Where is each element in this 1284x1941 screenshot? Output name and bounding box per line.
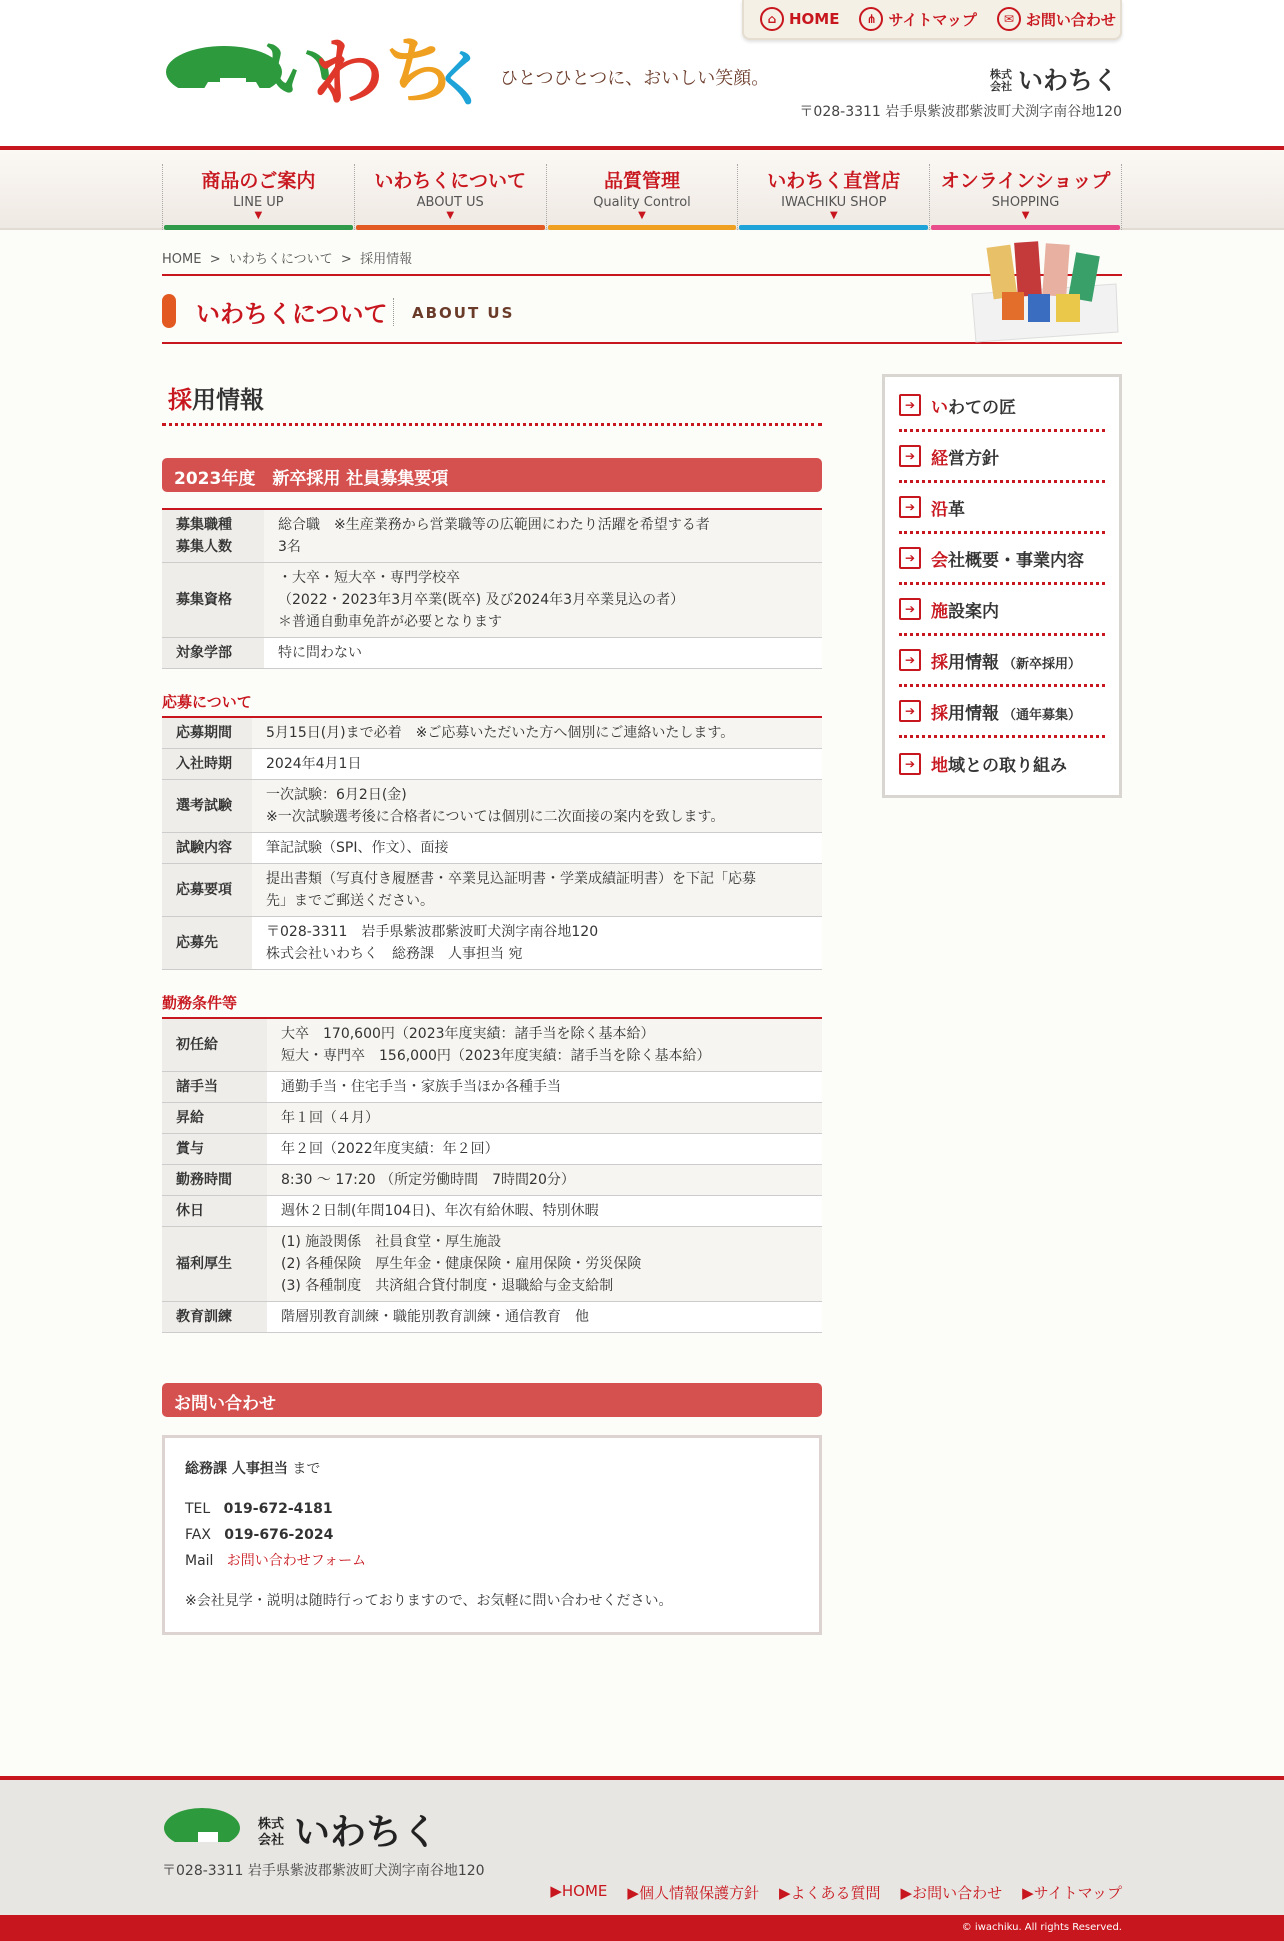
nav-lineup-sub: LINE UP — [233, 195, 284, 210]
sidebar-item-history[interactable] — [899, 483, 1105, 534]
arrow-right-icon: ➔ — [899, 598, 921, 620]
row-value: 8:30 ～ 17:20 （所定労働時間 7時間20分） — [267, 1165, 822, 1196]
nav-quality-label: 品質管理 — [603, 170, 680, 192]
row-value-line: 一次試験：6月2日(金) — [266, 787, 407, 803]
row-key: 入社時期 — [162, 749, 252, 780]
contact-note: ※会社見学・説明は随時行っておりますので、お気軽に問い合わせください。 — [185, 1593, 673, 1609]
contact-link-label: お問い合わせ — [1025, 10, 1116, 29]
site-footer — [0, 1776, 1284, 1941]
breadcrumb-separator: > — [336, 252, 356, 267]
sidebar-item-label — [931, 597, 999, 622]
row-key-line: 募集職種 — [176, 517, 232, 533]
sidebar-item-text: 設案内 — [948, 601, 999, 622]
footer-link-contact[interactable] — [901, 1882, 1003, 1903]
row-value — [267, 1019, 822, 1072]
table-row — [162, 1019, 822, 1072]
row-value-line: 総合職 ※生産業務から営業職等の広範囲にわたり活躍を希望する者 — [278, 517, 710, 533]
footer-link-label: HOME — [561, 1882, 608, 1900]
arrow-right-icon: ➔ — [899, 496, 921, 518]
table-row — [162, 718, 822, 749]
svg-text:会社: 会社 — [990, 80, 1012, 92]
sitemap-icon: ⋔ — [859, 7, 883, 31]
site-header — [0, 0, 1284, 146]
sidebar-item-label — [931, 648, 1081, 673]
arrow-right-icon: ➔ — [899, 649, 921, 671]
row-value: 通勤手当・住宅手当・家族手当ほか各種手当 — [267, 1072, 822, 1103]
row-value-line: 〒028-3311 岩手県紫波郡紫波町犬渕字南谷地120 — [266, 924, 599, 940]
tagline: ひとつひとつに、おいしい笑顔。 — [500, 68, 770, 89]
breadcrumb-about[interactable]: いわちくについて — [228, 252, 333, 267]
global-nav — [0, 146, 1284, 230]
home-icon: ⌂ — [760, 7, 784, 31]
footer-logo-graphic — [162, 1802, 462, 1852]
section-divider — [393, 298, 394, 326]
table-row — [162, 509, 822, 563]
product-box-graphic — [966, 236, 1122, 344]
footer-link-label: よくある質問 — [790, 1884, 881, 1902]
tel-number[interactable]: 019-672-4181 — [223, 1501, 333, 1517]
table-row — [162, 563, 822, 638]
svg-text:株式: 株式 — [990, 68, 1012, 81]
sidebar-item-community[interactable] — [899, 738, 1105, 789]
sidebar-item-text: 営方針 — [948, 448, 999, 469]
nav-shop[interactable] — [737, 164, 929, 230]
nav-color-bar — [931, 225, 1120, 230]
row-value: 2024年4月1日 — [252, 749, 822, 780]
apply-table — [162, 718, 822, 970]
row-key: 教育訓練 — [162, 1302, 267, 1333]
sidebar-item-accent: 沿 — [931, 499, 948, 520]
row-key: 対象学部 — [162, 638, 264, 669]
sidebar-item-label — [931, 751, 1067, 776]
nav-online[interactable] — [929, 164, 1122, 230]
row-value — [252, 780, 822, 833]
row-key: 初任給 — [162, 1019, 267, 1072]
row-value-line: 大卒 170,600円（2023年度実績：諸手当を除く基本給） — [281, 1026, 655, 1042]
nav-quality[interactable] — [546, 164, 738, 230]
breadcrumb-separator: > — [205, 252, 225, 267]
breadcrumb-current: 採用情報 — [360, 252, 413, 267]
row-value-line: ・大卒・短大卒・専門学校卒 — [278, 570, 460, 586]
row-value: 年１回（４月） — [267, 1103, 822, 1134]
svg-text:い: い — [262, 27, 335, 111]
footer-links — [550, 1882, 1122, 1903]
contact-title-band: お問い合わせ — [162, 1383, 822, 1417]
table-row — [162, 780, 822, 833]
table-row — [162, 638, 822, 669]
row-key: 諸手当 — [162, 1072, 267, 1103]
sidebar-item-text: 社概要・事業内容 — [948, 550, 1084, 571]
arrow-right-icon: ➔ — [899, 753, 921, 775]
chevron-down-icon: ▼ — [638, 210, 646, 221]
row-key: 休日 — [162, 1196, 267, 1227]
row-value: 特に問わない — [264, 638, 822, 669]
sidebar-item-accent: 採 — [931, 652, 948, 673]
corporate-logo-graphic — [990, 64, 1122, 92]
mail-label: Mail — [185, 1553, 214, 1569]
sidebar-item-accent: 施 — [931, 601, 948, 622]
footer-logo[interactable] — [162, 1802, 462, 1852]
nav-about-label: いわちくについて — [374, 170, 526, 192]
nav-color-bar — [356, 225, 545, 230]
fax-label: FAX — [185, 1527, 211, 1543]
nav-color-bar — [548, 225, 737, 230]
corporate-logo — [990, 64, 1122, 92]
sidebar-item-text: わての匠 — [948, 397, 1016, 418]
contact-dept-suffix: まで — [287, 1461, 321, 1477]
sidebar-item-label — [931, 546, 1084, 571]
sidebar-item-craftsmanship[interactable] — [899, 381, 1105, 432]
footer-link-label: 個人情報保護方針 — [638, 1884, 759, 1902]
row-value — [252, 864, 822, 917]
row-value: 筆記試験（SPI、作文）、面接 — [252, 833, 822, 864]
product-image — [966, 236, 1122, 344]
sidebar-item-note: （通年募集） — [1003, 707, 1082, 723]
table-row — [162, 833, 822, 864]
tel-label: TEL — [185, 1501, 211, 1517]
triangle-right-icon: ▶ — [900, 1884, 913, 1902]
row-key: 募集資格 — [162, 563, 264, 638]
page-title-accent: 採 — [168, 386, 192, 414]
arrow-right-icon: ➔ — [899, 394, 921, 416]
section-tab-marker — [162, 294, 176, 328]
nav-lineup[interactable] — [162, 164, 354, 230]
triangle-right-icon: ▶ — [1022, 1884, 1034, 1902]
row-key: 試験内容 — [162, 833, 252, 864]
sidebar-item-recruit-new[interactable] — [899, 636, 1105, 687]
nav-quality-sub: Quality Control — [593, 195, 691, 210]
sidebar — [882, 374, 1122, 798]
sidebar-item-policy[interactable] — [899, 432, 1105, 483]
row-key: 賞与 — [162, 1134, 267, 1165]
sidebar-item-company[interactable] — [899, 534, 1105, 585]
chevron-down-icon: ▼ — [446, 210, 455, 221]
nav-online-label: オンラインショップ — [940, 170, 1111, 192]
nav-color-bar — [739, 225, 928, 230]
row-key — [162, 509, 264, 563]
sidebar-item-accent: い — [931, 397, 948, 418]
page-title-rest: 用情報 — [192, 386, 264, 414]
sidebar-item-note: （新卒採用） — [1003, 656, 1082, 672]
triangle-right-icon: ▶ — [778, 1884, 791, 1902]
table-row — [162, 749, 822, 780]
row-value-line: 先」までご郵送ください。 — [266, 893, 434, 909]
apply-heading: 応募について — [162, 691, 822, 718]
arrow-right-icon: ➔ — [899, 445, 921, 467]
sidebar-item-accent: 採 — [931, 703, 948, 724]
footer-link-home[interactable] — [550, 1882, 607, 1903]
triangle-right-icon: ▶ — [550, 1882, 562, 1900]
mail-icon: ✉ — [997, 7, 1021, 31]
work-table — [162, 1019, 822, 1333]
row-value: 5月15日(月)まで必着 ※ご応募いただいた方へ個別にご連絡いたします。 — [252, 718, 822, 749]
chevron-down-icon: ▼ — [829, 210, 838, 221]
breadcrumb-home[interactable]: HOME — [162, 252, 202, 267]
row-value — [264, 563, 822, 638]
row-key: 選考試験 — [162, 780, 252, 833]
recruit-title-band: 2023年度 新卒採用 社員募集要項 — [162, 458, 822, 492]
row-key: 応募先 — [162, 917, 252, 970]
header-address: 〒028-3311 岩手県紫波郡紫波町犬渕字南谷地120 — [799, 104, 1122, 120]
row-value: 階層別教育訓練・職能別教育訓練・通信教育 他 — [267, 1302, 822, 1333]
row-value-line: ＊普通自動車免許が必要となります — [278, 614, 502, 630]
copyright: © iwachiku. All rights Reserved. — [0, 1915, 1284, 1941]
svg-text:く: く — [430, 45, 482, 115]
footer-link-label: お問い合わせ — [912, 1884, 1003, 1902]
utility-nav — [742, 0, 1122, 40]
page-title — [162, 376, 822, 426]
sitemap-link-label: サイトマップ — [888, 10, 977, 29]
table-row — [162, 917, 822, 970]
row-value: 年２回（2022年度実績：年２回） — [267, 1134, 822, 1165]
sidebar-item-accent: 会 — [931, 550, 948, 571]
requirements-table — [162, 508, 822, 669]
row-value-line: （2022・2023年3月卒業(既卒) 及び2024年3月卒業見込の者） — [278, 592, 685, 608]
row-value — [267, 1227, 822, 1302]
table-row — [162, 1165, 822, 1196]
row-key: 応募要項 — [162, 864, 252, 917]
sidebar-item-text: 用情報 — [948, 703, 999, 724]
site-logo[interactable] — [162, 20, 482, 116]
row-value-line: (1) 施設関係 社員食堂・厚生施設 — [281, 1234, 502, 1250]
sidebar-item-text: 用情報 — [948, 652, 999, 673]
table-row — [162, 1134, 822, 1165]
sidebar-item-text: 革 — [948, 499, 965, 520]
row-value — [264, 509, 822, 563]
sidebar-item-label — [931, 444, 999, 469]
row-value: 週休２日制(年間104日)、年次有給休暇、特別休暇 — [267, 1196, 822, 1227]
nav-online-sub: SHOPPING — [991, 195, 1060, 210]
nav-about-sub: ABOUT US — [416, 195, 484, 210]
section-title-en: ABOUT US — [412, 304, 515, 322]
sidebar-item-text: 域との取り組み — [948, 756, 1067, 776]
contact-box — [162, 1435, 822, 1635]
arrow-right-icon: ➔ — [899, 700, 921, 722]
row-key-line: 募集人数 — [176, 539, 232, 555]
sitemap-link[interactable] — [859, 7, 976, 31]
nav-shop-label: いわちく直営店 — [767, 170, 901, 192]
row-key: 応募期間 — [162, 718, 252, 749]
svg-text:いわちく: いわちく — [1018, 66, 1119, 92]
sidebar-item-accent: 地 — [931, 756, 948, 776]
nav-shop-sub: IWACHIKU SHOP — [781, 195, 887, 210]
row-value-line: 株式会社いわちく 総務課 人事担当 宛 — [266, 946, 523, 962]
work-heading: 勤務条件等 — [162, 992, 822, 1019]
row-key: 昇給 — [162, 1103, 267, 1134]
svg-text:会社: 会社 — [258, 1833, 285, 1848]
sidebar-item-label — [931, 699, 1081, 724]
table-row — [162, 1103, 822, 1134]
contact-dept: 総務課 人事担当 — [185, 1461, 288, 1477]
footer-address: 〒028-3311 岩手県紫波郡紫波町犬渕字南谷地120 — [162, 1863, 485, 1879]
footer-link-sitemap[interactable] — [1022, 1882, 1122, 1903]
arrow-right-icon: ➔ — [899, 547, 921, 569]
row-value-line: 短大・専門卒 156,000円（2023年度実績：諸手当を除く基本給） — [281, 1048, 711, 1064]
sidebar-item-accent: 経 — [931, 448, 948, 469]
row-value — [252, 917, 822, 970]
nav-about[interactable] — [354, 164, 546, 230]
row-key: 福利厚生 — [162, 1227, 267, 1302]
svg-text:株式: 株式 — [258, 1817, 285, 1832]
table-row — [162, 1196, 822, 1227]
chevron-down-icon: ▼ — [1021, 210, 1030, 221]
chevron-down-icon: ▼ — [254, 210, 263, 221]
sidebar-item-label — [931, 393, 1016, 418]
table-row — [162, 1302, 822, 1333]
svg-text:いわちく: いわちく — [294, 1812, 439, 1852]
triangle-right-icon: ▶ — [627, 1884, 639, 1902]
footer-link-faq[interactable] — [779, 1882, 881, 1903]
svg-text:わ: わ — [312, 31, 385, 115]
sidebar-item-label — [931, 495, 965, 520]
home-link-label: HOME — [789, 10, 840, 28]
row-value-line: ※一次試験選考後に合格者については個別に二次面接の案内を致します。 — [266, 809, 725, 825]
table-row — [162, 864, 822, 917]
sidebar-item-recruit-year[interactable] — [899, 687, 1105, 738]
table-row — [162, 1072, 822, 1103]
row-value-line: (3) 各種制度 共済組合貸付制度・退職給与金支給制 — [281, 1278, 614, 1294]
row-value-line: (2) 各種保険 厚生年金・健康保険・雇用保険・労災保険 — [281, 1256, 642, 1272]
sidebar-item-facilities[interactable] — [899, 585, 1105, 636]
footer-link-privacy[interactable] — [627, 1882, 759, 1903]
svg-text:ち: ち — [384, 29, 457, 113]
row-key: 勤務時間 — [162, 1165, 267, 1196]
table-row — [162, 1227, 822, 1302]
nav-lineup-label: 商品のご案内 — [201, 170, 316, 192]
home-link[interactable] — [760, 7, 839, 31]
logo-graphic — [162, 20, 482, 116]
contact-link[interactable] — [997, 7, 1116, 31]
main-content — [162, 376, 822, 1635]
fax-number: 019-676-2024 — [224, 1527, 334, 1543]
nav-color-bar — [164, 225, 353, 230]
row-value-line: 提出書類（写真付き履歴書・卒業見込証明書・学業成績証明書）を下記「応募 — [266, 871, 756, 887]
section-title-jp: いわちくについて — [196, 300, 388, 328]
footer-link-label: サイトマップ — [1033, 1884, 1122, 1902]
row-value-line: 3名 — [278, 539, 301, 555]
contact-form-link[interactable]: お問い合わせフォーム — [226, 1553, 367, 1569]
